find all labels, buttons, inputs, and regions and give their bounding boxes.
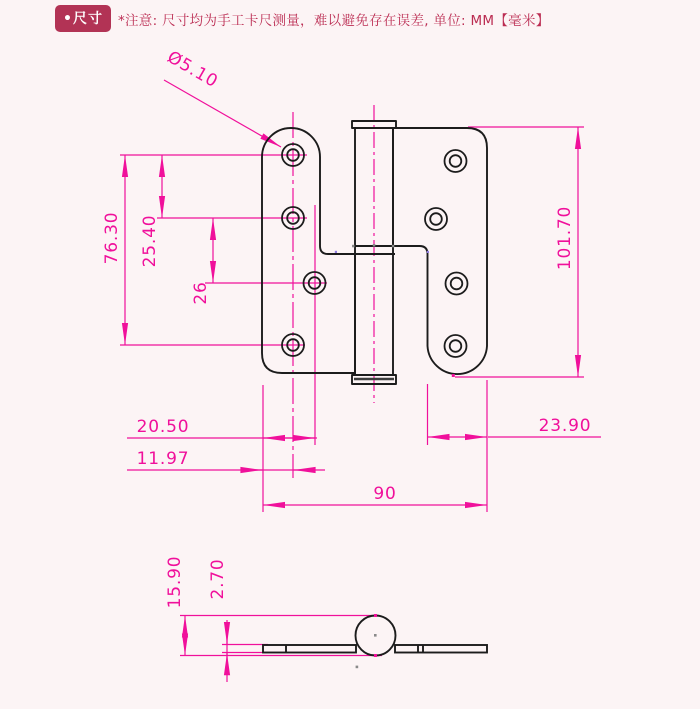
dim-hole1-to-hole2-label: 25.40 <box>140 214 160 268</box>
dim-total-width-label: 90 <box>373 484 397 504</box>
side-left-plate <box>263 645 356 653</box>
left-leaf-outline <box>262 128 355 373</box>
side-right-plate <box>395 645 487 653</box>
dim-leaf-height-label: 101.70 <box>555 205 575 271</box>
dim-side-total-thickness-label: 15.90 <box>165 555 185 609</box>
dimension-labels <box>102 47 591 608</box>
measurement-note: *注意: 尺寸均为手工卡尺测量，难以避免存在误差, 单位: MM【毫米】 <box>117 12 550 29</box>
header-bar <box>55 5 690 32</box>
screw-holes <box>282 144 468 357</box>
dim-edge-to-hole3-label: 20.50 <box>136 417 190 437</box>
dim-plate-thickness-label: 2.70 <box>208 558 228 600</box>
dimension-lines <box>125 80 601 682</box>
size-section-badge: •尺寸 <box>55 5 111 32</box>
dim-edge-to-holecol-label: 11.97 <box>136 449 190 469</box>
dim-hole2-to-hole3-label: 26 <box>191 281 211 305</box>
dim-hole-diameter-label: Ø5.10 <box>163 47 222 93</box>
cad-snap-markers <box>335 244 455 668</box>
dim-left-hole-span-label: 76.30 <box>102 211 122 265</box>
dim-right-strip-width-label: 23.90 <box>538 416 592 436</box>
diameter-leader-line <box>164 80 281 147</box>
right-leaf-outline <box>393 128 487 374</box>
